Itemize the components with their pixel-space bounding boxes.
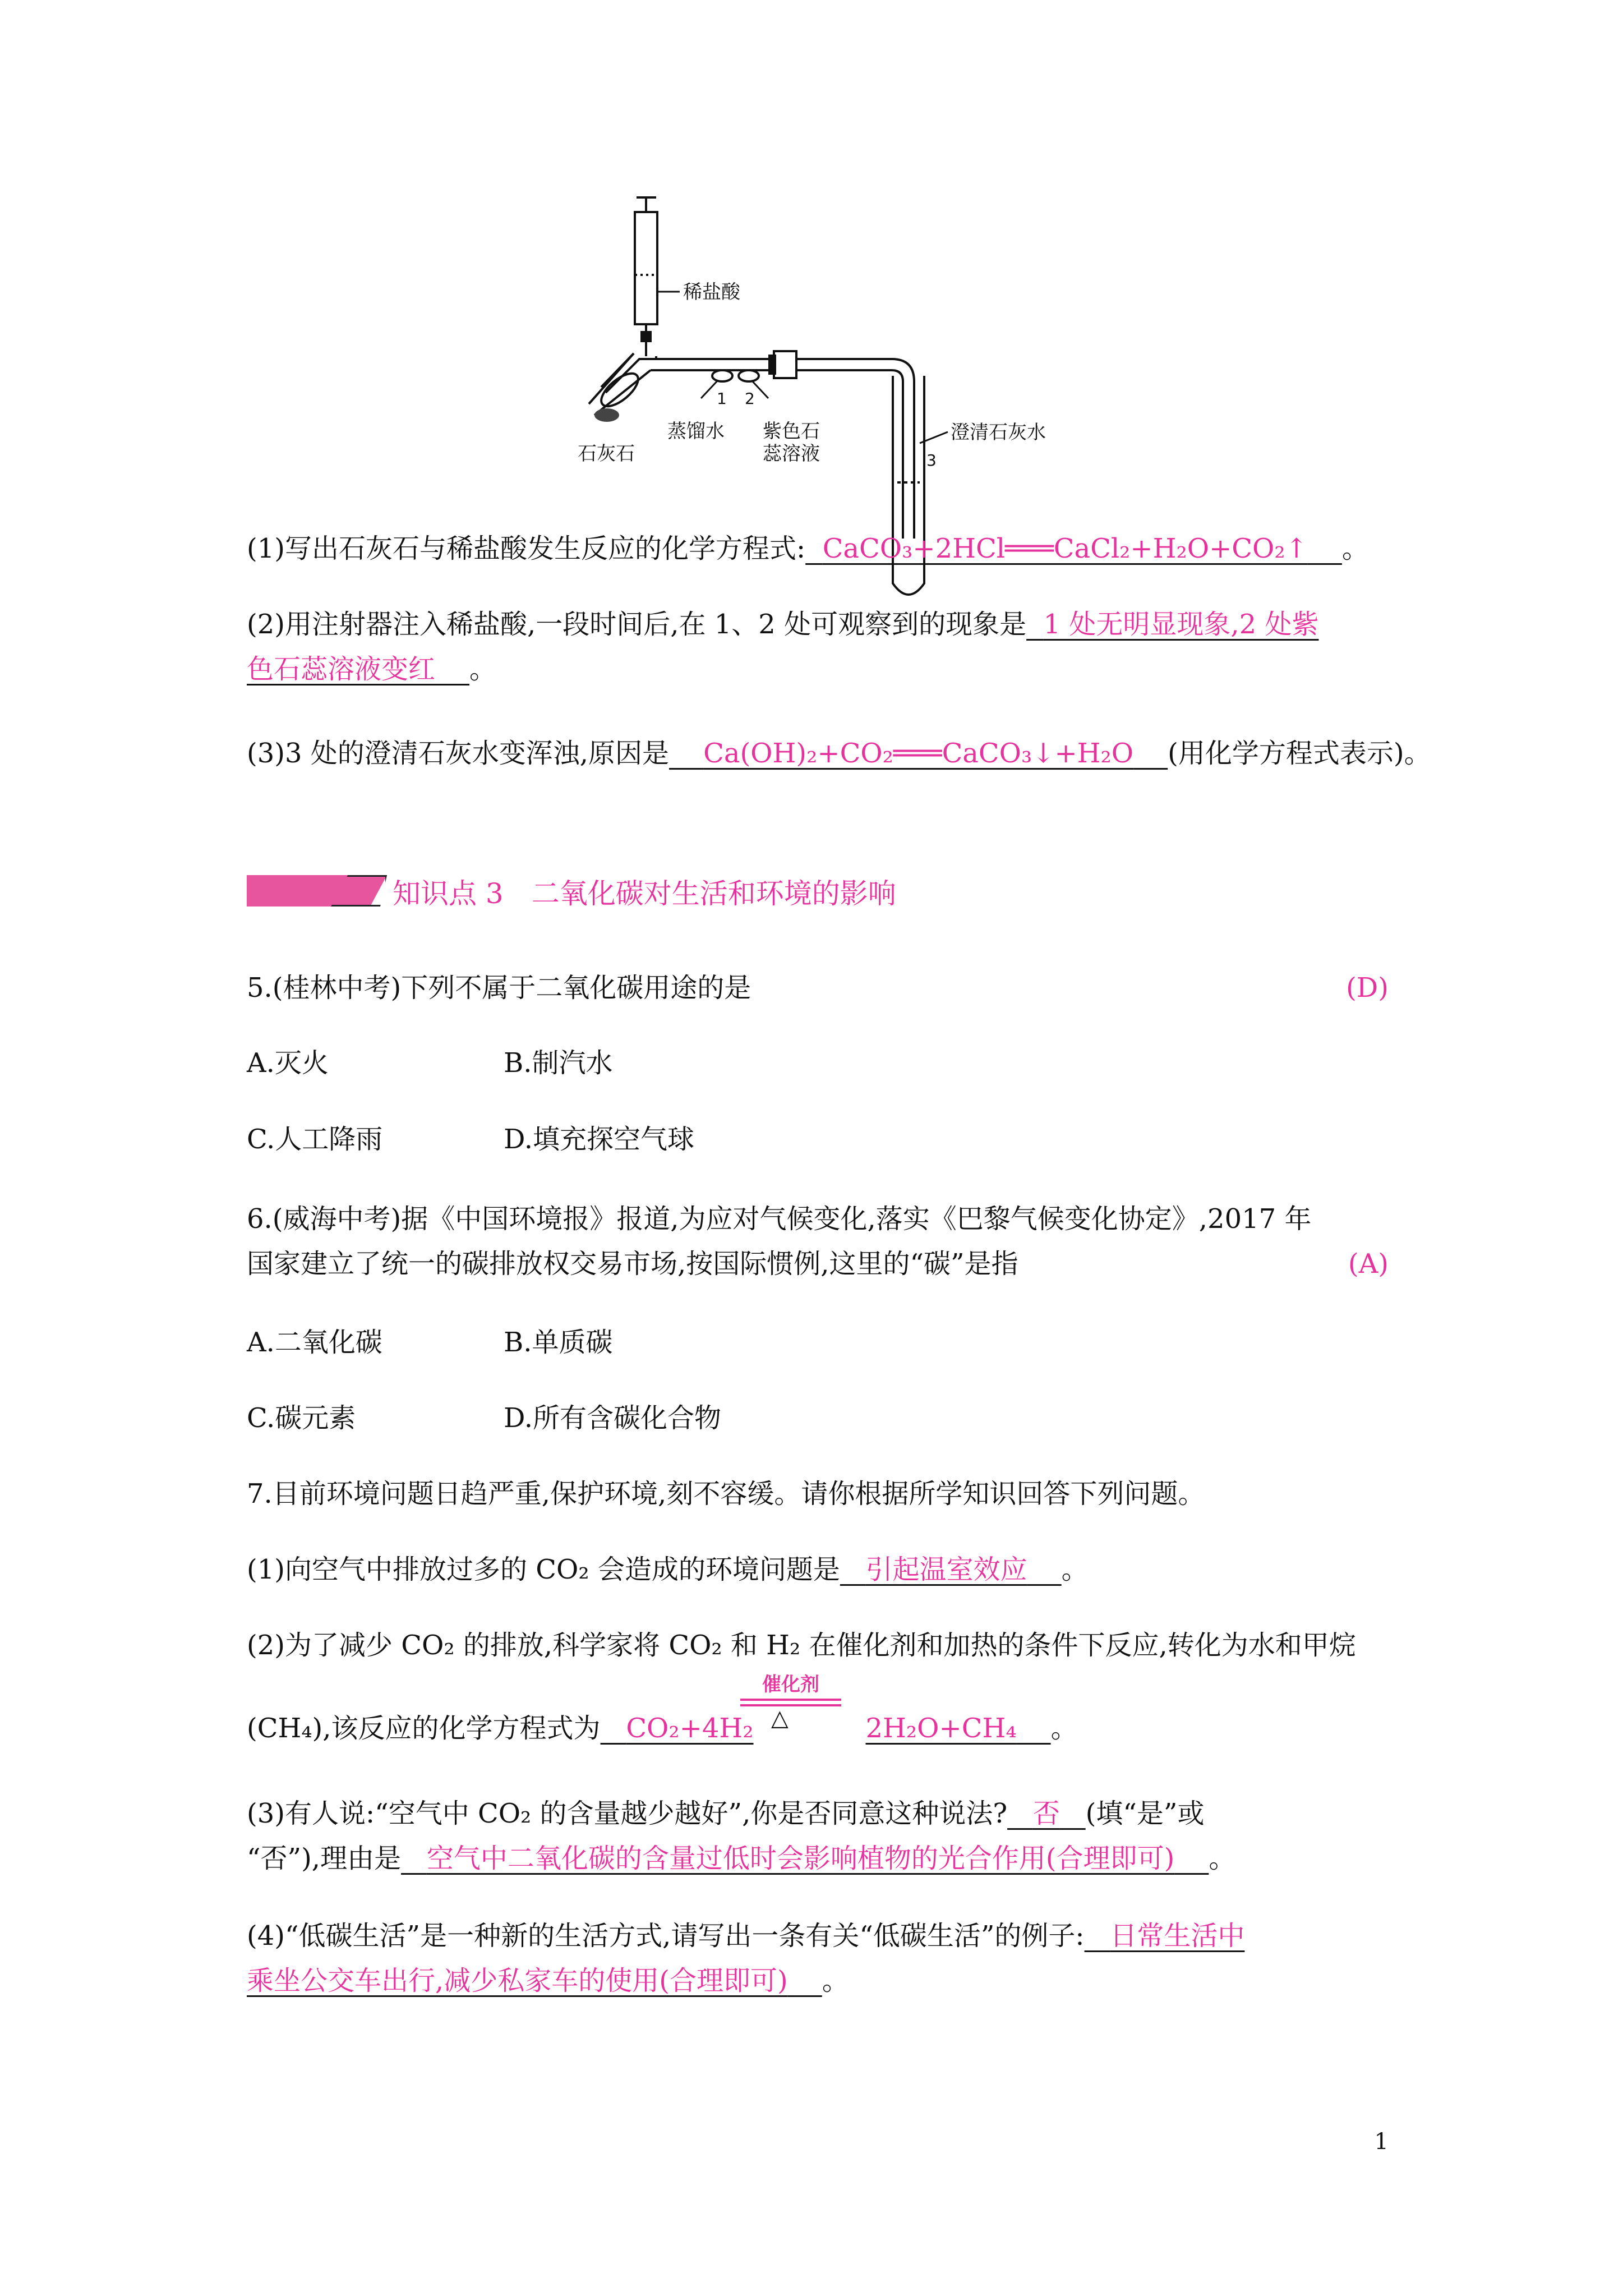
label-litmus-line1: 紫色石 [763, 420, 820, 443]
label-limewater: 澄清石灰水 [951, 421, 1046, 444]
q7-catalyst-label: 催化剂 [762, 1673, 819, 1696]
syringe [635, 197, 657, 356]
q5-option-c: C.人工降雨 [247, 1124, 383, 1155]
q4-p2-answer-a: 1 处无明显现象,2 处紫 [1043, 609, 1319, 640]
label-acid: 稀盐酸 [683, 281, 740, 303]
label-limestone: 石灰石 [578, 443, 635, 465]
label-num-1: 1 [717, 389, 727, 408]
label-distilled-water: 蒸馏水 [667, 420, 725, 443]
q5-option-d: D.填充探空气球 [504, 1124, 695, 1155]
q7-p3-answer-a: 否 [1032, 1798, 1060, 1829]
q4-part3 [247, 735, 1431, 772]
label-num-3: 3 [926, 451, 937, 470]
q4-part2-line1 [247, 606, 1318, 643]
q7-part4-line2 [247, 1962, 849, 1999]
q6-option-a: A.二氧化碳 [247, 1327, 382, 1358]
q7-p2-prefix: (CH₄),该反应的化学方程式为 [247, 1713, 601, 1744]
q6-answer: (A) [1348, 1248, 1389, 1280]
q6-option-c: C.碳元素 [247, 1402, 356, 1434]
q6-stem-line2: 国家建立了统一的碳排放权交易市场,按国际惯例,这里的“碳”是指 [247, 1248, 1018, 1280]
q7-part3-line1 [247, 1795, 1204, 1832]
q4-p3-prefix: (3)3 处的澄清石灰水变浑浊,原因是 [247, 738, 670, 769]
q7-p4-answer-a: 日常生活中 [1110, 1920, 1245, 1952]
q7-p3-prefix-a: (3)有人说:“空气中 CO₂ 的含量越少越好”,你是否同意这种说法? [247, 1798, 1008, 1829]
q7-p1-suffix: 。 [1061, 1554, 1089, 1585]
q6-option-d: D.所有含碳化合物 [504, 1402, 722, 1434]
q4-p1-suffix: 。 [1341, 533, 1369, 564]
q6-stem-line1: 6.(威海中考)据《中国环境报》报道,为应对气候变化,落实《巴黎气候变化协定》,2017 年 [247, 1203, 1312, 1235]
q4-p1-prefix: (1)写出石灰石与稀盐酸发生反应的化学方程式: [247, 533, 806, 564]
q4-p2-suffix: 。 [469, 654, 497, 685]
q4-p2-answer-b: 色石蕊溶液变红 [247, 654, 436, 685]
limestone-chunk [594, 408, 619, 422]
q5-option-a: A.灭火 [247, 1047, 329, 1079]
q7-part3-line2 [247, 1840, 1235, 1877]
q6-option-b: B.单质碳 [504, 1327, 613, 1358]
label-litmus-line2: 蕊溶液 [763, 443, 820, 465]
q5-answer: (D) [1346, 972, 1389, 1004]
q4-p3-answer: Ca(OH)₂+CO₂═══CaCO₃↓+H₂O [703, 738, 1134, 769]
q7-stem: 7.目前环境问题日趋严重,保护环境,刻不容缓。请你根据所学知识回答下列问题。 [247, 1478, 1205, 1510]
q7-part4-line1 [247, 1917, 1244, 1954]
q7-p3-suffix-a: (填“是”或 [1085, 1798, 1205, 1829]
q7-heat-symbol: △ [771, 1705, 789, 1731]
q7-part1 [247, 1551, 1089, 1588]
q7-p4-suffix: 。 [822, 1965, 849, 1996]
q4-p2-prefix: (2)用注射器注入稀盐酸,一段时间后,在 1、2 处可观察到的现象是 [247, 609, 1027, 640]
q7-p2-suffix: 。 [1050, 1713, 1078, 1744]
apparatus-figure [0, 168, 1623, 673]
q7-p3-prefix-b: “否”),理由是 [247, 1843, 402, 1874]
q7-p2-answer: CO₂+4H₂ 2H₂O+CH₄ [626, 1713, 1017, 1744]
q7-p3-answer-b: 空气中二氧化碳的含量过低时会影响植物的光合作用(合理即可) [426, 1843, 1175, 1874]
q7-p1-answer: 引起温室效应 [865, 1554, 1027, 1585]
page-number: 1 [1374, 2129, 1389, 2155]
q4-part1 [247, 530, 1369, 567]
section-title: 知识点 3 二氧化碳对生活和环境的影响 [393, 877, 896, 910]
q7-p4-prefix: (4)“低碳生活”是一种新的生活方式,请写出一条有关“低碳生活”的例子: [247, 1920, 1085, 1952]
q4-p1-answer: CaCO₃+2HCl═══CaCl₂+H₂O+CO₂↑ [822, 533, 1308, 564]
q7-p1-prefix: (1)向空气中排放过多的 CO₂ 会造成的环境问题是 [247, 1554, 840, 1585]
q4-p3-suffix: (用化学方程式表示)。 [1168, 738, 1431, 769]
q5-option-b: B.制汽水 [504, 1047, 613, 1079]
label-num-2: 2 [745, 389, 755, 408]
q5-stem: 5.(桂林中考)下列不属于二氧化碳用途的是 [247, 972, 751, 1004]
q7-p4-answer-b: 乘坐公交车出行,减少私家车的使用(合理即可) [247, 1965, 788, 1996]
q4-part2-line2 [247, 651, 496, 688]
q7-part2-line1: (2)为了减少 CO₂ 的排放,科学家将 CO₂ 和 H₂ 在催化剂和加热的条件下反应,转化为水和甲烷 [247, 1630, 1356, 1661]
q7-part2-line2 [247, 1710, 1078, 1747]
q7-p3-suffix-b: 。 [1209, 1843, 1236, 1874]
